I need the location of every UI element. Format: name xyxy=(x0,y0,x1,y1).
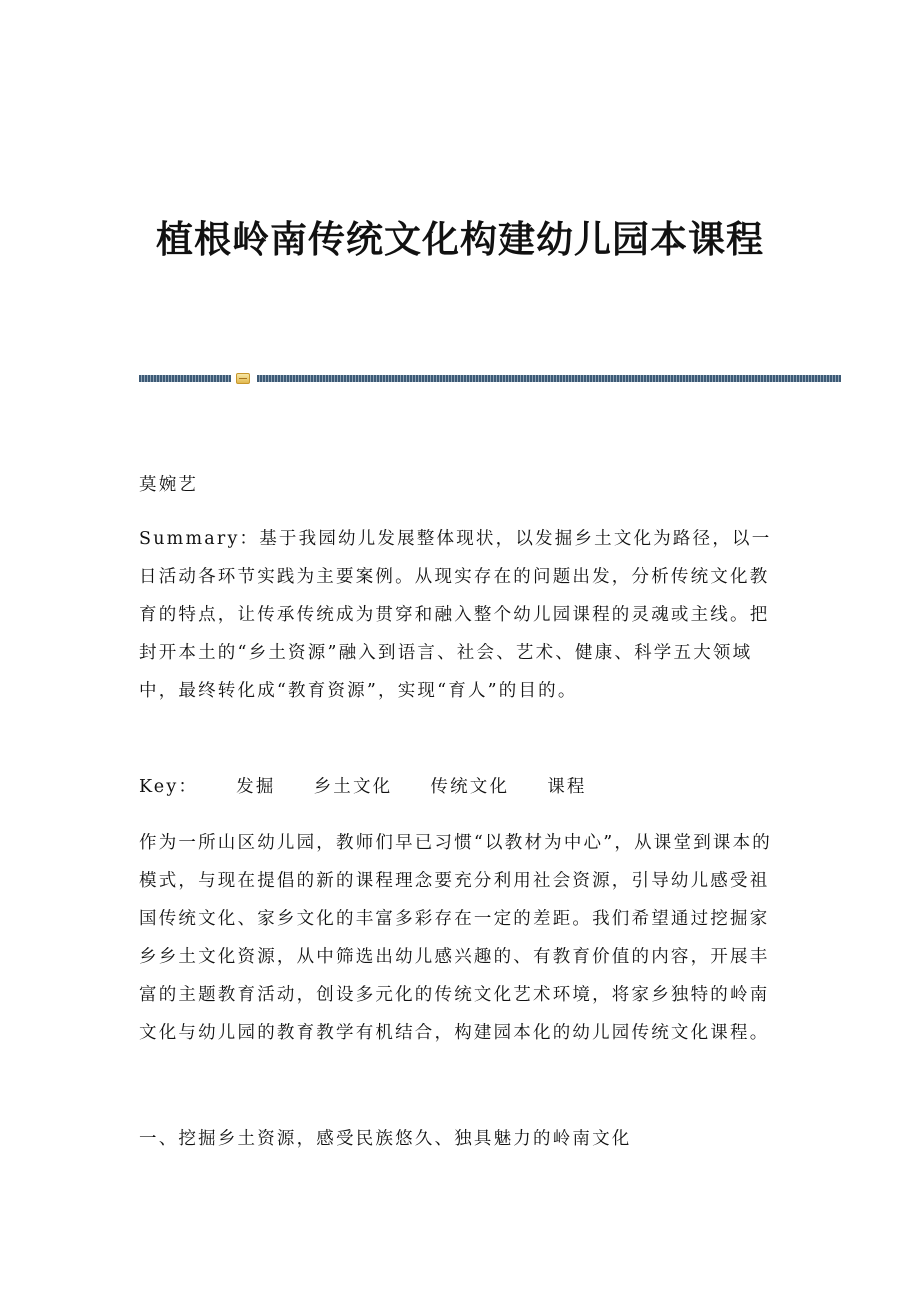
body-paragraph: 作为一所山区幼儿园，教师们早已习惯“以教材为中心”，从课堂到课本的模式，与现在提倡的新的课程理念要充分利用社会资源，引导幼儿感受祖国传统文化、家乡文化的丰富多彩存在一定的差距。我们希望通过挖掘家乡乡土文化资源，从中筛选出幼儿感兴趣的、有教育价值的内容，开展丰富的主题教育活动，创设多元化的传统文化艺术环境，将家乡独特的岭南文化与幼儿园的教育教学有机结合，构建园本化的幼儿园传统文化课程。 xyxy=(139,833,772,1043)
keyword: 乡土文化 xyxy=(313,777,393,797)
keyword: 课程 xyxy=(547,777,587,797)
author-name: 莫婉艺 xyxy=(139,475,199,495)
divider-bar-right xyxy=(257,375,841,382)
key-label: Key： xyxy=(139,777,199,797)
summary-label: Summary： xyxy=(139,529,260,549)
divider-bar-left xyxy=(139,375,231,382)
summary-text: 基于我园幼儿发展整体现状，以发掘乡土文化为路径，以一日活动各环节实践为主要案例。从现实存在的问题出发，分析传统文化教育的特点，让传承传统成为贯穿和融入整个幼儿园课程的灵魂或主线。把封开本土的“乡土资源”融入到语言、社会、艺术、健康、科学五大领域中，最终转化成“教育资源”，实现“育人”的目的。 xyxy=(139,529,772,701)
divider-ornament-icon xyxy=(236,373,250,384)
keyword: 传统文化 xyxy=(430,777,510,797)
summary-paragraph xyxy=(139,520,787,710)
document-title: 植根岭南传统文化构建幼儿园本课程 xyxy=(156,217,764,261)
keyword: 发掘 xyxy=(236,777,276,797)
keywords-line xyxy=(139,768,787,806)
title-divider xyxy=(139,373,841,385)
section-heading: 一、挖掘乡土资源，感受民族悠久、独具魅力的岭南文化 xyxy=(139,1129,632,1149)
